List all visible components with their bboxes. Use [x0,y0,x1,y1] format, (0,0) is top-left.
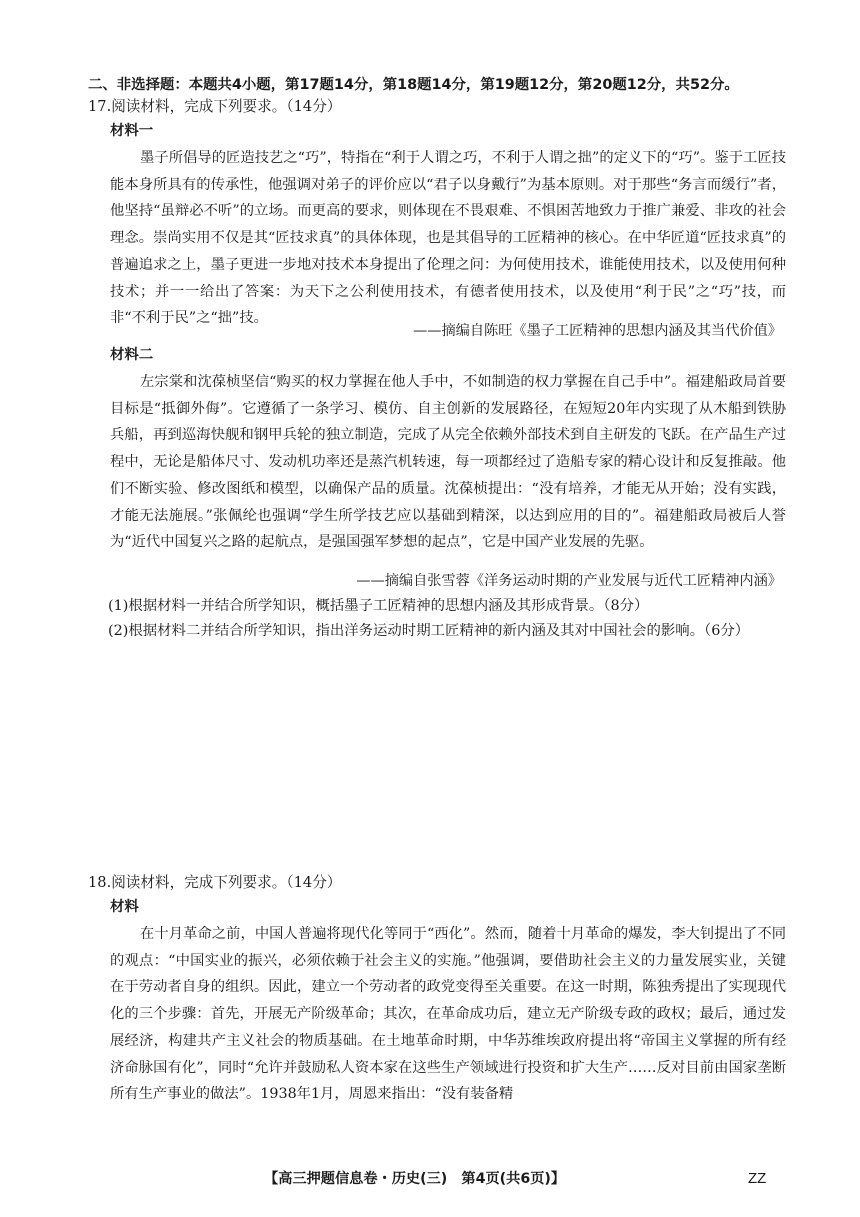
material-2-label: 材料二 [110,347,154,363]
question-18-material-body: 在十月革命之前，中国人普遍将现代化等同于“西化”。然而，随着十月革命的爆发，李大钊提出了不同的观点：“中国实业的振兴，必须依赖于社会主义的实施。”他强调，要借助社会主义的力量发展实业，关键在于劳动者自身的组织。因此，建立一个劳动者的政党变得至关重要。在这一时期，陈独秀提出了实现现代化的三个步骤：首先，开展无产阶级革命；其次，在革命成功后，建立无产阶级专政的政权；最后，通过发展经济，构建共产主义社会的物质基础。在土地革命时期，中华苏维埃政府提出将“帝国主义掌握的所有经济命脉国有化”，同时“允许并鼓励私人资本家在这些生产领域进行投资和扩大生产……反对目前由国家垄断所有生产事业的做法”。1938年1月，周恩来指出：“没有装备精 [110,926,786,1103]
question-17-sub-1: (1)根据材料一并结合所学知识，概括墨子工匠精神的思想内涵及其形成背景。（8分） [108,598,649,614]
question-17-sub-2: (2)根据材料二并结合所学知识，指出洋务运动时期工匠精神的新内涵及其对中国社会的影响。（6分） [108,623,750,639]
material-2-body: 左宗棠和沈葆桢坚信“购买的权力掌握在他人手中，不如制造的权力掌握在自己手中”。福建船政局首要目标是“抵御外侮”。它遵循了一条学习、模仿、自主创新的发展路径，在短短20年内实现了从木船到铁胁兵船，再到巡海快舰和钢甲兵轮的独立制造，完成了从完全依赖外部技术到自主研发的飞跃。在产品生产过程中，无论是船体尺寸、发动机功率还是蒸汽机转速，每一项都经过了造船专家的精心设计和反复推敲。他们不断实验、修改图纸和模型，以确保产品的质量。沈葆桢提出：“没有培养，才能无从开始；没有实践，才能无法施展。”张佩纶也强调“学生所学技艺应以基础到精深，以达到应用的目的”。福建船政局被后人誉为“近代中国复兴之路的起航点，是强国强军梦想的起点”，它是中国产业发展的先驱。 [110,374,786,551]
footer-title: 【高三押题信息卷・历史(三) 第4页(共6页)】 [264,1171,566,1187]
material-1-label: 材料一 [110,123,154,139]
page-footer [0,1168,860,1190]
section-header: 二、非选择题：本题共4小题，第17题14分，第18题14分，第19题12分，第20题12分，共52分。 [88,77,739,93]
material-label: 材料 [110,899,139,915]
question-18-material-text [110,921,786,1108]
material-1-text [110,145,786,332]
material-1-source: ——摘编自陈旺《墨子工匠精神的思想内涵及其当代价值》 [413,323,782,339]
material-1-body: 墨子所倡导的匠造技艺之“巧”，特指在“利于人谓之巧，不利于人谓之拙”的定义下的“巧”。鉴于工匠技能本身所具有的传承性，他强调对弟子的评价应以“君子以身戴行”为基本原则。对于那些“务言而缓行”者，他坚持“虽辩必不听”的立场。而更高的要求，则体现在不畏艰难、不惧困苦地致力于推广兼爱、非攻的社会理念。崇尚实用不仅是其“匠技求真”的具体体现，也是其倡导的工匠精神的核心。在中华匠道“匠技求真”的普遍追求之上，墨子更进一步地对技术本身提出了伦理之问：为何使用技术，谁能使用技术，以及使用何种技术；并一一给出了答案：为天下之公利使用技术，有德者使用技术，以及使用“利于民”之“巧”技，而非“不利于民”之“拙”技。 [110,150,786,327]
question-17-heading: 17.阅读材料，完成下列要求。（14分） [88,98,342,115]
material-2-source: ——摘编自张雪蓉《洋务运动时期的产业发展与近代工匠精神内涵》 [356,573,782,589]
material-2-text [110,369,786,556]
question-18-heading: 18.阅读材料，完成下列要求。（14分） [88,874,342,891]
footer-code: ZZ [748,1170,767,1187]
